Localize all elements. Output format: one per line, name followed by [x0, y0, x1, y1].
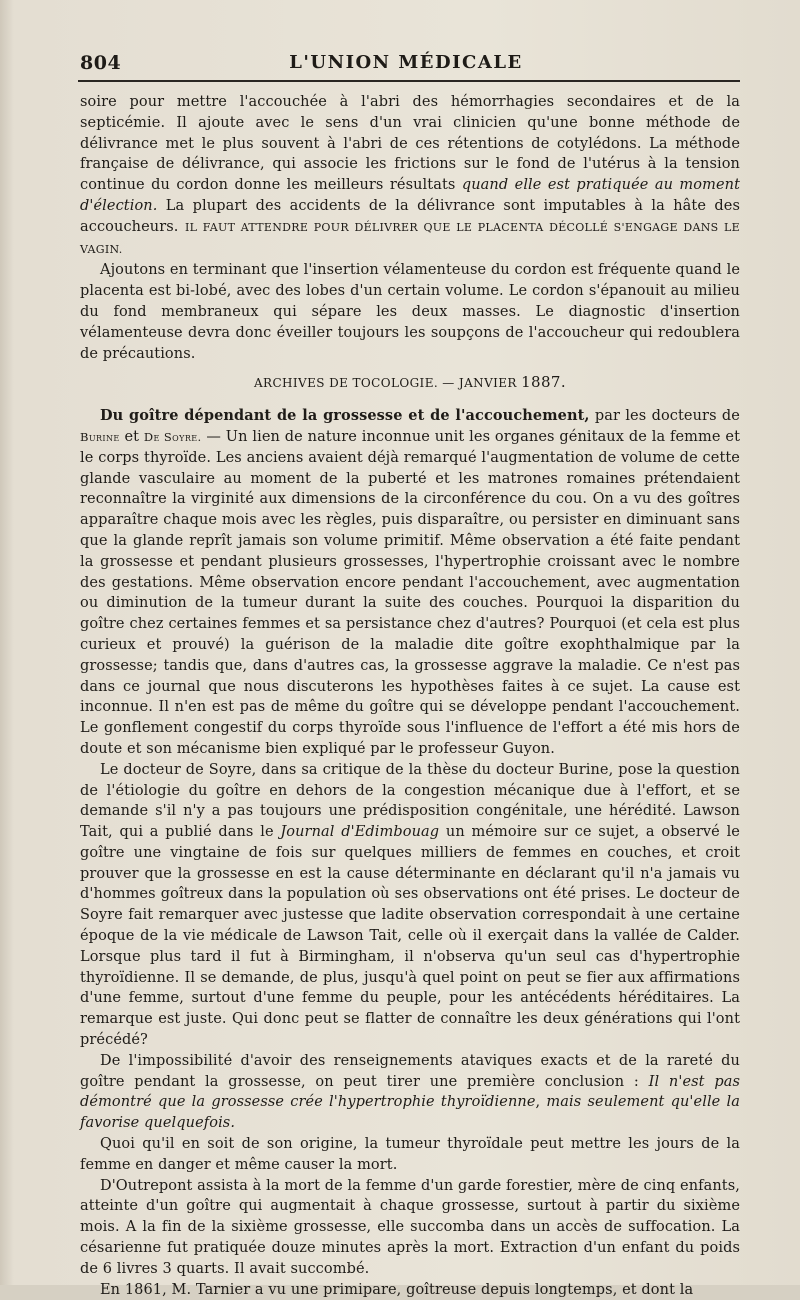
- text-run: un mémoire sur ce sujet, a observé le goître une vingtaine de fois sur quelques milliers de femmes en couches, et croit prouver que la grossesse en est la cause déterminante en déclarant qu'il n'a jamais vu d'hommes goîtreux dans la population où ses observations ont été prises. Le docteur de Soyre fait remarquer avec justesse que ladite observation correspondait à une certaine époque de la vie médicale de Lawson Tait, celle où il exerçait dans la vallée de Calder. Lorsque plus tard il fut à Birmingham, il n'observa qu'un seul cas d'hypertrophie thyroïdienne. Il se demande, de plus, jusqu'à quel point on peut se fier aux affirmations d'une femme, surtout d'une femme du peuple, pour les antécédents héréditaires. La remarque est juste. Qui donc peut se flatter de connaître les deux générations qui l'ont précédé?: [80, 824, 740, 1049]
- source-name: ARCHIVES DE TOCOLOGIE. — JANVIER: [253, 376, 517, 391]
- paragraph: D'Outrepont assista à la mort de la femme d'un garde forestier, mère de cinq enfants, atteinte d'un goître qui augmentait à chaque grossesse, surtout à partir du sixième mois. A la fin de la sixième grossesse, elle succomba dans un accès de suffocation. La césarienne fut pratiquée douze minutes après la mort. Extraction d'un enfant du poids de 6 livres 3 quarts. Il avait succombé.: [80, 1177, 740, 1277]
- text-run: Le docteur de Soyre, dans sa critique de la thèse du docteur Burine, pose la question de l'étiologie du goître en dehors de la congestion mécanique due à l'effort, et se demande s'il n'y a pas toujours une prédisposition congénitale, une hérédité. Lawson Tait, qui a publié dans le: [80, 761, 740, 841]
- text-run: ,: [535, 1094, 547, 1111]
- text-run: — Un lien de nature inconnue unit les organes génitaux de la femme et le corps thyroïde. Les anciens avaient déjà remarqué l'augmentation de volume de cette glande vasculaire au moment de la puberté et les matrones romaines prétendaient reconnaître la virginité aux dimensions de la circonférence du cou. On a vu des goîtres apparaître chaque mois avec les règles, puis disparaître, ou persister en diminuant sans que la glande reprît jamais son volume primitif. Même observation a été faite pendant la grossesse et pendant plusieurs grossesses, l'hypertrophie croissant avec le nombre des gestations. Même observation encore pendant l'accouchement, avec augmentation ou diminution de la tumeur durant la suite des couches. Pourquoi la disparition du goître chez certaines femmes et sa persistance chez d'autres? Pourquoi (et cela est plus curieux et prouvé) la guérison de la maladie dite goître exophthalmique par la grossesse; tandis que, dans d'autres cas, la grossesse aggrave la maladie. Ce n'est pas dans ce journal que nous discuterons les hypothèses faites à ce sujet. La cause est inconnue. Il n'en est pas de même du goître qui se développe pendant l'accouchement. Le gonflement congestif du corps thyroïde sous l'influence de l'effort a été mis hors de doute et son mécanisme bien expliqué par le professeur Guyon.: [80, 428, 740, 757]
- paragraph: [80, 760, 740, 1051]
- author-name: Burine: [80, 429, 120, 444]
- page-number: 804: [80, 52, 122, 74]
- text-run: et: [119, 428, 144, 445]
- author-name: De Soyre.: [143, 429, 202, 444]
- source-year: 1887.: [521, 373, 567, 392]
- source-citation: [80, 372, 740, 394]
- body-text: [80, 92, 740, 1300]
- text-run: De l'impossibilité d'avoir des renseignements ataviques exacts et de la rareté du goître pendant la grossesse, on peut tirer une première conclusion :: [80, 1052, 740, 1090]
- italic-run: Journal d'Edimbouag: [280, 824, 440, 841]
- paragraph: [80, 1051, 740, 1134]
- article-paragraph: [80, 406, 740, 760]
- italic-run: quand elle est pratiquée au moment d'élection.: [80, 177, 741, 214]
- header-rule: [78, 80, 740, 82]
- paragraph: En 1861, M. Tarnier a vu une primipare, goîtreuse depuis longtemps, et dont la: [100, 1281, 694, 1298]
- page-header: [70, 44, 742, 78]
- paragraph: Quoi qu'il en soit de son origine, la tumeur thyroïdale peut mettre les jours de la femme en danger et même causer la mort.: [80, 1136, 740, 1173]
- text-run: La plupart des accidents de la délivrance sont imputables à la hâte des accoucheurs.: [80, 197, 740, 235]
- text-run: soire pour mettre l'accouchée à l'abri des hémorrhagies secondaires et de la septicémie. Il ajoute avec le sens d'un vrai clinicien qu'une bonne méthode de délivrance met le plus souvent à l'abri de ces rétentions de cotylédons. La méthode française de délivrance, qui associe les frictions sur le fond de l'utérus à la tension continue du cordon donne les meilleurs résultats: [80, 94, 740, 194]
- small-caps-run: IL FAUT ATTENDRE POUR DÉLIVRER QUE LE PLACENTA DÉCOLLÉ S'ENGAGE DANS LE VAGIN.: [80, 220, 740, 256]
- article-title: Du goître dépendant de la grossesse et de l'accouchement,: [100, 407, 590, 425]
- paragraph-continued: [80, 92, 740, 260]
- text-run: par les docteurs de: [589, 408, 740, 425]
- journal-title: L'UNION MÉDICALE: [289, 52, 523, 73]
- italic-run: Il n'est pas démontré que la grossesse crée l'hypertrophie thyroïdienne: [80, 1073, 740, 1111]
- paragraph: Ajoutons en terminant que l'insertion vélamenteuse du cordon est fréquente quand le placenta est bi-lobé, avec des lobes d'un certain volume. Le cordon s'épanouit au milieu du fond membraneux qui sépare les deux masses. Le diagnostic d'insertion vélamenteuse devra donc éveiller toujours les soupçons de l'accoucheur qui redoublera de précautions.: [80, 262, 740, 362]
- italic-run: mais seulement qu'elle la favorise quelquefois.: [80, 1094, 741, 1132]
